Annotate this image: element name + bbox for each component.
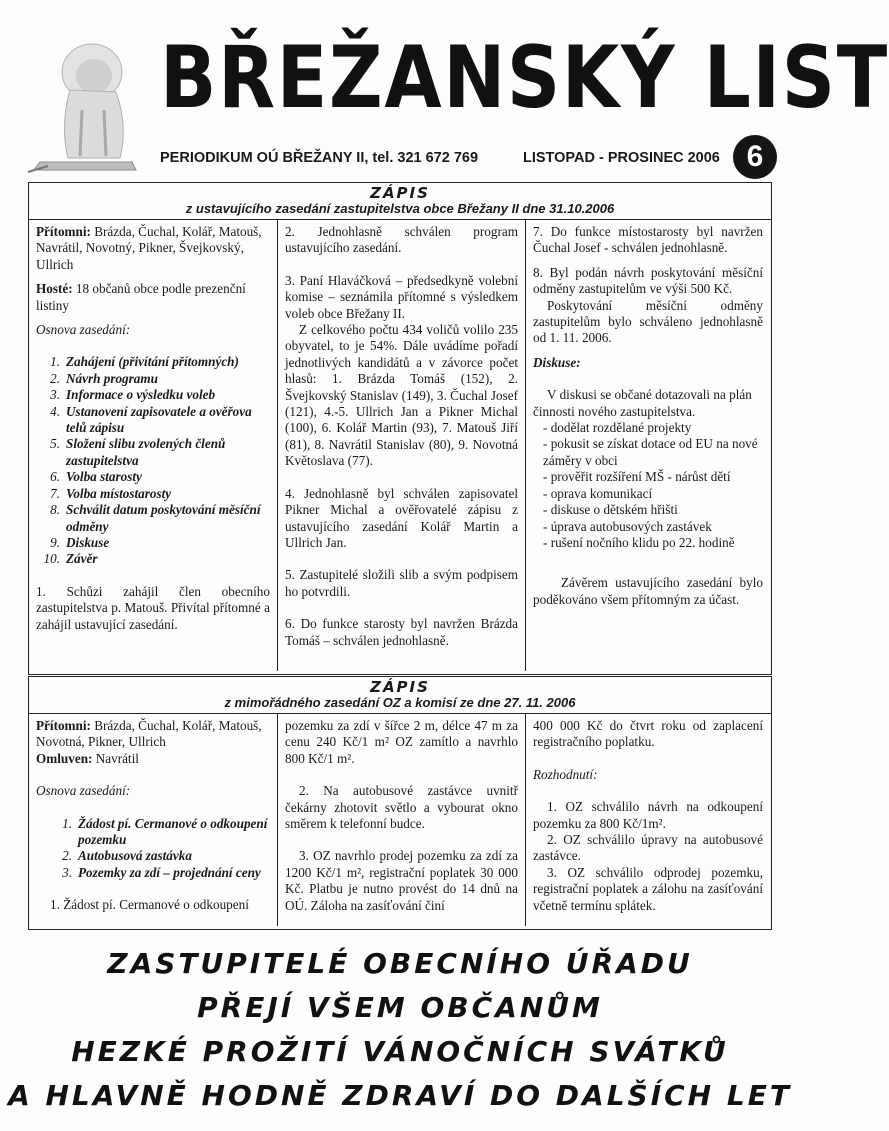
paragraph: 1. Žádost pí. Cermanové o odkoupení xyxy=(50,897,249,913)
column-3 xyxy=(525,220,770,671)
article-header xyxy=(29,677,771,714)
article-subheading: z ustavujícího zasedání zastupitelstva obce Břežany II dne 31.10.2006 xyxy=(185,201,615,216)
agenda-label: Osnova zasedání: xyxy=(36,783,131,799)
paragraph: 3. OZ schválilo odprodej pozemku, registrační poplatek a zálohu na zasíťování včetně termínu splátek. xyxy=(533,864,763,913)
article-subheading: z mimořádného zasedání OZ a komisí ze dne 27. 11. 2006 xyxy=(224,695,576,710)
article-heading: ZÁPIS xyxy=(370,184,430,202)
paragraph: 1. OZ schválilo návrh na odkoupení pozemku za 800 Kč/1m². xyxy=(533,799,763,831)
present-label: Přítomni: xyxy=(36,718,91,733)
christmas-greeting xyxy=(0,942,800,1118)
article-ustavujici-zasedani xyxy=(28,182,772,675)
issue-date: LISTOPAD - PROSINEC 2006 xyxy=(523,150,720,166)
paragraph: Poskytování měsíční odměny zastupitelům bylo schváleno jednohlasně od 1. 11. 2006. xyxy=(533,297,763,346)
newsletter-title: BŘEŽANSKÝ LIST xyxy=(160,28,889,128)
excused-label: Omluven: xyxy=(36,750,93,766)
greeting-line: PŘEJÍ VŠEM OBČANŮM xyxy=(197,991,603,1024)
lion-statue-logo xyxy=(20,30,150,180)
agenda-label: Osnova zasedání: xyxy=(36,322,131,338)
agenda-item: 3. Informace o výsledku voleb xyxy=(50,387,216,403)
paragraph: 8. Byl podán návrh poskytování měsíční odměny zastupitelům ve výši 500 Kč. xyxy=(533,264,763,297)
agenda-item: 3. Pozemky za zdí – projednání ceny xyxy=(62,864,261,880)
issue-number-badge: 6 xyxy=(733,135,777,179)
agenda-list xyxy=(36,816,270,882)
paragraph: 6. Do funkce starosty byl navržen Brázda Tomáš – schválen jednohlasně. xyxy=(285,616,518,648)
agenda-item: 2. Návrh programu xyxy=(50,370,158,386)
present-names: Brázda, Čuchal, Kolář, Matouš, Novotná, Pikner, Ullrich xyxy=(36,718,262,750)
greeting-line: A HLAVNĚ HODNĚ ZDRAVÍ DO DALŠÍCH LET xyxy=(8,1079,792,1112)
discussion-label: Diskuse: xyxy=(533,354,581,370)
paragraph: Z celkového počtu 434 voličů volilo 235 obyvatel, to je 54%. Dále uvádíme pořadí jednotlivých kandidátů a v závorce počet hlasů: 1. Brázda Tomáš (152), 2. Švejkovský Stanislav (149), 3. Čuchal Josef (121), 4.-5. Ullrich Jan a Pikner Michal (100), 6. Kolář Martin (93), 7. Matouš Jiří (81), 8. Navrátil Stanislav (80), 9. Novotná Květoslava (77). xyxy=(285,322,518,469)
paragraph: 2. Na autobusové zastávce uvnitř čekárny zhotovit světlo a vybourat okno směrem k telefonní budce. xyxy=(285,783,518,832)
agenda-item: 1. Zahájení (přivítání přítomných) xyxy=(50,354,239,370)
paragraph: 5. Zastupitelé složili slib a svým podpisem ho potvrdili. xyxy=(285,567,518,599)
present-names: Brázda, Čuchal, Kolář, Matouš, Navrátil, Novotný, Pikner, Švejkovský, Ullrich xyxy=(36,224,262,272)
article-header xyxy=(29,183,771,220)
list-item: - rušení nočního klidu po 22. hodině xyxy=(543,534,735,550)
guests-label: Hosté: xyxy=(36,281,73,297)
article-heading: ZÁPIS xyxy=(370,678,430,696)
paragraph: 7. Do funkce místostarosty byl navržen Čuchal Josef - schválen jednohlasně. xyxy=(533,224,763,256)
paragraph: pozemku za zdí v šířce 2 m, délce 47 m za cenu 240 Kč/1 m² OZ zamítlo a navrhlo 800 Kč/1 m². xyxy=(285,718,518,766)
discussion-list xyxy=(533,420,763,551)
guests-text: 18 občanů obce podle prezenční listiny xyxy=(36,281,246,313)
agenda-item: 7. Volba místostarosty xyxy=(50,485,172,501)
agenda-item: 8. Schválit datum poskytování měsíční odměny xyxy=(50,502,261,534)
greeting-line: ZASTUPITELÉ OBECNÍHO ÚŘADU xyxy=(107,947,693,980)
excused-names: Navrátil xyxy=(92,750,139,766)
decision-label: Rozhodnutí: xyxy=(533,766,598,782)
list-item: - diskuse o dětském hřišti xyxy=(543,502,678,518)
paragraph: 3. OZ navrhlo prodej pozemku za zdí za 1200 Kč/1 m², registrační poplatek 30 000 Kč. Platbu je nutno provést do 14 dnů na OÚ. Záloha na zasíťování činí xyxy=(285,848,518,913)
paragraph: 1. Schůzi zahájil člen obecního zastupitelstva p. Matouš. Přivítal přítomné a zahájil ustavující zasedání. xyxy=(36,583,270,632)
agenda-item: 6. Volba starosty xyxy=(50,469,142,485)
agenda-item: 2. Autobusová zastávka xyxy=(62,848,192,864)
paragraph: Závěrem ustavujícího zasedání bylo poděkováno všem přítomným za účast. xyxy=(533,575,763,607)
column-3 xyxy=(525,714,770,926)
column-2 xyxy=(277,714,525,926)
article-mimoradne-zasedani xyxy=(28,676,772,930)
column-1 xyxy=(29,220,277,671)
agenda-list xyxy=(36,354,270,567)
paragraph: V diskusi se občané dotazovali na plán činnosti nového zastupitelstva. xyxy=(533,387,752,419)
agenda-item: 1. Žádost pí. Cermanové o odkoupení pozemku xyxy=(62,815,268,848)
agenda-item: 9. Diskuse xyxy=(50,534,110,550)
list-item: - prověřit rozšíření MŠ - nárůst dětí xyxy=(543,469,731,485)
list-item: - dodělat rozdělané projekty xyxy=(543,420,692,436)
periodical-subtitle: PERIODIKUM OÚ BŘEŽANY II, tel. 321 672 769 xyxy=(160,150,479,166)
paragraph: 3. Paní Hlaváčková – předsedkyně volební komise – seznámila přítomné s výsledkem voleb obce Břežany II. xyxy=(285,272,518,321)
paragraph: 2. OZ schválilo úpravy na autobusové zastávce. xyxy=(533,832,763,864)
agenda-item: 5. Složení slibu zvolených členů zastupitelstva xyxy=(50,436,226,468)
list-item: - úprava autobusových zastávek xyxy=(543,518,712,534)
agenda-item: 4. Ustanovení zapisovatele a ověřova telů zápisu xyxy=(50,403,252,436)
agenda-item: 10. Závěr xyxy=(43,551,98,567)
paragraph: 400 000 Kč do čtvrt roku od zaplacení registračního poplatku. xyxy=(533,718,763,750)
list-item: - pokusit se získat dotace od EU na nové záměry v obci xyxy=(543,436,758,468)
present-label: Přítomni: xyxy=(36,224,91,239)
column-2 xyxy=(277,220,525,671)
column-1 xyxy=(29,714,277,926)
paragraph: 4. Jednohlasně byl schválen zapisovatel Pikner Michal a ověřovatelé zápisu z ustavujícího zasedání Kolář Martin a Ullrich Jan. xyxy=(285,485,518,550)
greeting-line: HEZKÉ PROŽITÍ VÁNOČNÍCH SVÁTKŮ xyxy=(71,1035,729,1068)
list-item: - oprava komunikací xyxy=(543,485,653,501)
paragraph: 2. Jednohlasně schválen program ustavujícího zasedání. xyxy=(285,224,518,256)
